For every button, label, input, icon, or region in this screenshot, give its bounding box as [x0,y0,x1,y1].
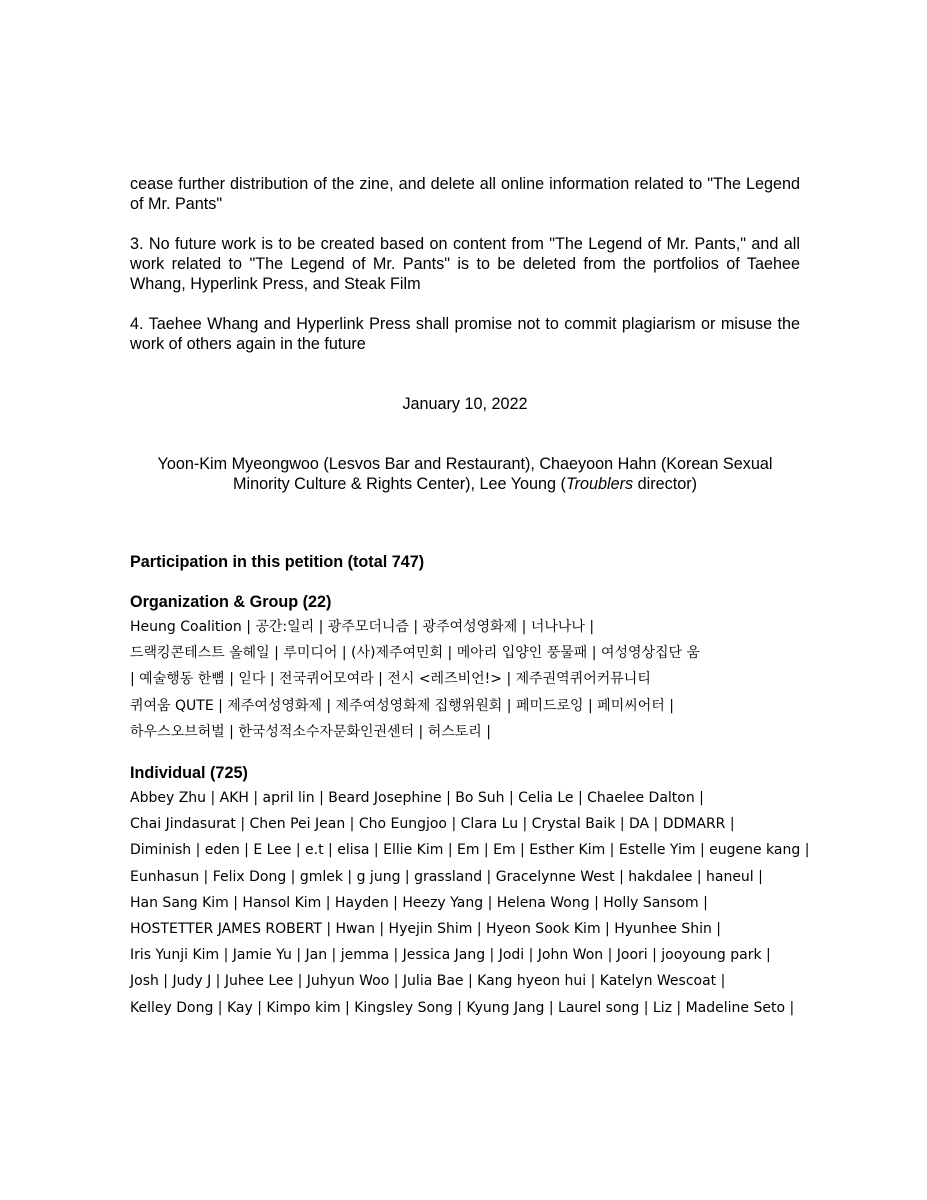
individual-line: Iris Yunji Kim | Jamie Yu | Jan | jemma | Jessica Jang | Jodi | John Won | Joori | jooyoung park | [130,947,771,964]
individual-heading: Individual (725) [130,764,248,782]
organization-line: Heung Coalition | 공간:일리 | 광주모더니즘 | 광주여성영화제 | 너나나나 | [130,619,595,635]
paragraph-no-future-work: 3. No future work is to be created based on content from "The Legend of Mr. Pants," and all work related to "The Legend of Mr. Pants" is to be deleted from the portfolios of Taehee Whang, Hyperlink Press, and Steak Film [130,235,800,293]
individual-list [130,785,810,1021]
individual-line: Eunhasun | Felix Dong | gmlek | g jung | grassland | Gracelynne West | hakdalee | haneul | [130,868,763,885]
signatories-line-2 [130,474,800,494]
individual-line: Abbey Zhu | AKH | april lin | Beard Josephine | Bo Suh | Celia Le | Chaelee Dalton | [130,790,704,806]
individual-line: HOSTETTER JAMES ROBERT | Hwan | Hyejin Shim | Hyeon Sook Kim | Hyunhee Shin | [130,920,722,937]
petition-date: January 10, 2022 [402,395,528,413]
signatories [130,454,800,494]
organization-line: | 예술행동 한뼘 | 읻다 | 전국퀴어모여라 | 전시 <레즈비언!> | 제주권역퀴어커뮤니티 [130,671,651,688]
individual-line: Han Sang Kim | Hansol Kim | Hayden | Heezy Yang | Helena Wong | Holly Sansom | [130,894,708,911]
signatories-line-2-start: Minority Culture & Rights Center), Lee Young ( [233,475,566,493]
individual-line: Diminish | eden | E Lee | e.t | elisa | Ellie Kim | Em | Em | Esther Kim | Estelle Yim | eugene kang | [130,842,810,859]
individual-line: Chai Jindasurat | Chen Pei Jean | Cho Eungjoo | Clara Lu | Crystal Baik | DA | DDMARR | [130,816,735,833]
signatories-line-2-end: director) [633,475,697,493]
organization-list [130,614,810,745]
paragraph-cease-distribution: cease further distribution of the zine, and delete all online information related to "The Legend of Mr. Pants" [130,175,800,213]
paragraph-no-plagiarism: 4. Taehee Whang and Hyperlink Press shall promise not to commit plagiarism or misuse the work of others again in the future [130,315,800,353]
organization-line: 하우스오브허벌 | 한국성적소수자문화인권센터 | 허스토리 | [130,723,491,740]
signatories-line-1: Yoon-Kim Myeongwoo (Lesvos Bar and Restaurant), Chaeyoon Hahn (Korean Sexual [157,455,773,473]
organization-heading: Organization & Group (22) [130,593,332,611]
organization-line: 퀴여움 QUTE | 제주여성영화제 | 제주여성영화제 집행위원회 | 페미드로잉 | 페미씨어터 | [130,697,674,714]
individual-line: Josh | Judy J | Juhee Lee | Juhyun Woo | Julia Bae | Kang hyeon hui | Katelyn Wescoat | [130,973,726,990]
organization-line: 드랙킹콘테스트 올헤일 | 루미디어 | (사)제주여민회 | 메아리 입양인 풍물패 | 여성영상집단 움 [130,645,701,662]
film-title-troublers: Troublers [565,475,634,493]
participation-heading: Participation in this petition (total 747) [130,553,425,571]
individual-line: Kelley Dong | Kay | Kimpo kim | Kingsley Song | Kyung Jang | Laurel song | Liz | Madeline Seto | [130,999,795,1016]
